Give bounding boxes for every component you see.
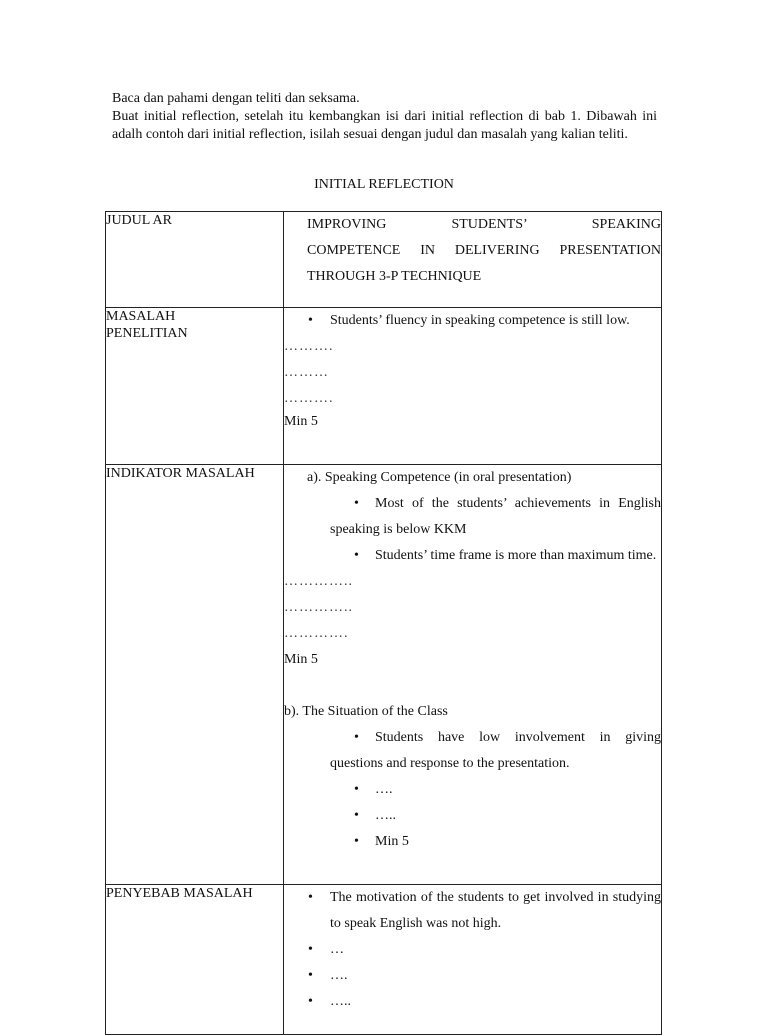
list-item: • ….: [284, 777, 661, 803]
list-item: • Most of the students’ achievements in English speaking is below KKM: [284, 491, 661, 543]
title-line-1: IMPROVING STUDENTS’ SPEAKING: [307, 217, 661, 232]
min-note: Min 5: [284, 652, 318, 667]
title-line-3: THROUGH 3-P TECHNIQUE: [307, 269, 482, 284]
label-judul: JUDUL AR: [106, 212, 284, 308]
indicator-a-heading: a). Speaking Competence (in oral presentation): [307, 470, 572, 485]
content-judul: [284, 212, 662, 308]
bullet-icon: •: [308, 890, 313, 905]
placeholder-dots: …………..: [284, 600, 353, 615]
title-line-2: COMPETENCE IN DELIVERING PRESENTATION: [307, 243, 661, 258]
bullet-icon: •: [308, 994, 313, 1009]
list-item: • The motivation of the students to get involved in studying to speak English was not high.: [284, 885, 661, 937]
row-judul: [106, 212, 662, 308]
bullet-icon: •: [354, 548, 359, 563]
row-masalah: [106, 308, 662, 465]
placeholder-dots: ……….: [284, 391, 334, 406]
placeholder-dots: ………….: [284, 626, 349, 641]
page-heading: INITIAL REFLECTION: [314, 177, 454, 192]
row-indikator: [106, 465, 662, 885]
row-penyebab: [106, 885, 662, 1035]
min-note: Min 5: [284, 414, 318, 429]
list-item: • …..: [284, 989, 661, 1015]
indicator-b-heading: b). The Situation of the Class: [284, 704, 448, 719]
bullet-icon: •: [354, 730, 359, 745]
list-item: • Min 5: [284, 829, 661, 855]
bullet-icon: •: [354, 834, 359, 849]
research-title: [284, 212, 661, 290]
list-item: • …: [284, 937, 661, 963]
bullet-icon: •: [308, 942, 313, 957]
placeholder-dots: ……….: [284, 339, 334, 354]
list-item: • Students’ time frame is more than maximum time.: [284, 543, 661, 569]
list-item: • ….: [284, 963, 661, 989]
spacer: [284, 673, 661, 699]
label-penyebab: PENYEBAB MASALAH: [106, 885, 284, 1035]
bullet-icon: •: [354, 496, 359, 511]
list-item: • Students have low involvement in giving questions and response to the presentation.: [284, 725, 661, 777]
intro-text: [112, 90, 657, 144]
label-masalah-2: PENELITIAN: [106, 326, 188, 341]
content-indikator: [284, 465, 662, 885]
intro-line-2: Buat initial reflection, setelah itu kembangkan isi dari initial reflection di bab 1. Dibawah ini adalh contoh dari initial reflection, isilah sesuai dengan judul dan masalah yang kalian teliti.: [112, 109, 657, 142]
list-item: • Students’ fluency in speaking competence is still low.: [284, 308, 661, 334]
bullet-icon: •: [354, 808, 359, 823]
bullet-icon: •: [308, 313, 313, 328]
placeholder-dots: …………..: [284, 574, 353, 589]
initial-reflection-table: [105, 211, 662, 1035]
placeholder-dots: ………: [284, 365, 329, 380]
label-masalah-1: MASALAH: [106, 309, 176, 324]
content-masalah: [284, 308, 662, 465]
list-item: • …..: [284, 803, 661, 829]
bullet-icon: •: [308, 968, 313, 983]
label-masalah: [106, 308, 284, 465]
label-indikator: INDIKATOR MASALAH: [106, 465, 284, 885]
intro-line-1: Baca dan pahami dengan teliti dan seksama.: [112, 91, 360, 106]
bullet-icon: •: [354, 782, 359, 797]
content-penyebab: [284, 885, 662, 1035]
